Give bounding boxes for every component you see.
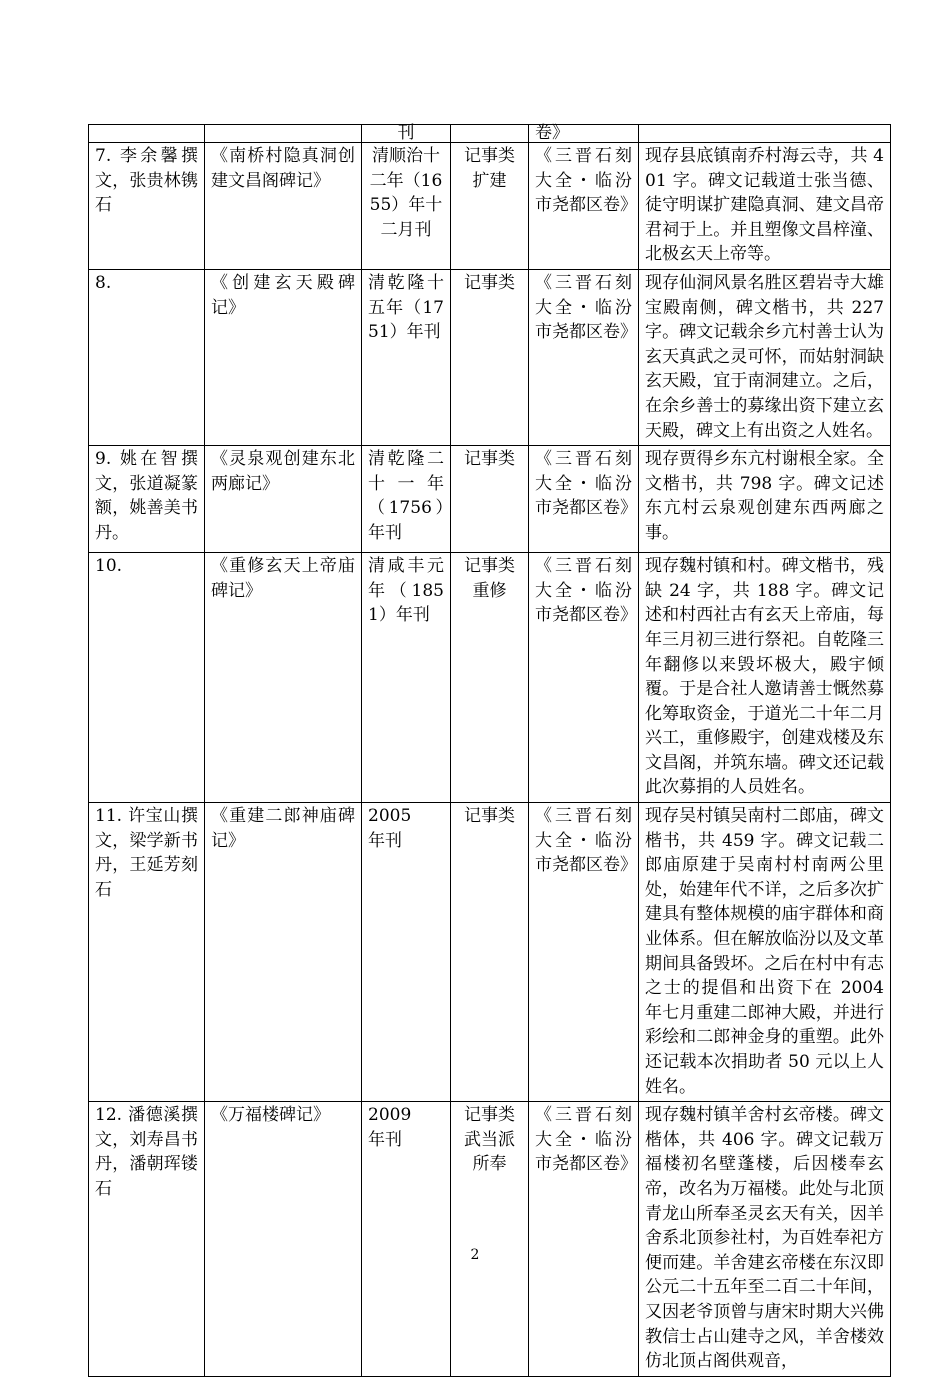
date-cell: 清乾隆十五年（1751）年刊 bbox=[362, 269, 451, 445]
description-cell: 现存仙洞风景名胜区碧岩寺大雄宝殿南侧，碑文楷书，共 227 字。碑文记载余乡亢村善士认为玄天真武之灵可怀，而姑射洞缺玄天殿，宜于南洞建立。之后，在余乡善士的募缘出资下建立玄天殿，碑文上有出资之人姓名。 bbox=[639, 269, 891, 445]
title-cell: 《灵泉观创建东北两廊记》 bbox=[205, 446, 362, 553]
source-cell: 《三晋石刻大全・临汾市尧都区卷》 bbox=[529, 1102, 639, 1377]
date-cell: 清咸丰元年（1851）年刊 bbox=[362, 553, 451, 803]
type-cell: 记事类扩建 bbox=[451, 143, 529, 270]
title-cell: 《创建玄天殿碑记》 bbox=[205, 269, 362, 445]
table-row bbox=[89, 143, 891, 270]
type-cell: 记事类 bbox=[451, 446, 529, 553]
table-row bbox=[89, 1102, 891, 1377]
title-cell: 《重建二郎神庙碑记》 bbox=[205, 803, 362, 1102]
table-row bbox=[89, 269, 891, 445]
title-cell bbox=[205, 125, 362, 143]
author-cell: 10. bbox=[89, 553, 205, 803]
type-cell bbox=[451, 125, 529, 143]
author-cell: 8. bbox=[89, 269, 205, 445]
author-cell: 11. 许宝山撰文，梁学新书丹，王延芳刻石 bbox=[89, 803, 205, 1102]
description-cell: 现存吴村镇吴南村二郎庙，碑文楷书，共 459 字。碑文记载二郎庙原建于吴南村村南两公里处，始建年代不详，之后多次扩建具有整体规模的庙宇群体和商业体系。但在解放临汾以及文革期间具备毁坏。之后在村中有志之士的提倡和出资下在 2004 年七月重建二郎神大殿，并进行彩绘和二郎神金身的重塑。此外还记载本次捐助者 50 元以上人姓名。 bbox=[639, 803, 891, 1102]
source-cell: 《三晋石刻大全・临汾市尧都区卷》 bbox=[529, 446, 639, 553]
source-cell: 《三晋石刻大全・临汾市尧都区卷》 bbox=[529, 269, 639, 445]
author-cell: 7. 李余馨撰文，张贵林镌石 bbox=[89, 143, 205, 270]
date-cell: 清顺治十二年（1655）年十二月刊 bbox=[362, 143, 451, 270]
table-row bbox=[89, 553, 891, 803]
title-cell: 《重修玄天上帝庙碑记》 bbox=[205, 553, 362, 803]
type-cell: 记事类 bbox=[451, 269, 529, 445]
source-cell: 《三晋石刻大全・临汾市尧都区卷》 bbox=[529, 803, 639, 1102]
description-cell: 现存县底镇南乔村海云寺，共 401 字。碑文记载道士张当德、徒守明谋扩建隐真洞、建文昌帝君祠于上。并且塑像文昌梓潼、北极玄天上帝等。 bbox=[639, 143, 891, 270]
type-cell: 记事类武当派所奉 bbox=[451, 1102, 529, 1377]
date-cell: 清乾隆二十一年（1756）年刊 bbox=[362, 446, 451, 553]
source-cell: 《三晋石刻大全・临汾市尧都区卷》 bbox=[529, 143, 639, 270]
author-cell: 12. 潘德溪撰文，刘寿昌书丹，潘朝珲镂石 bbox=[89, 1102, 205, 1377]
type-cell: 记事类重修 bbox=[451, 553, 529, 803]
table-row bbox=[89, 803, 891, 1102]
date-cell: 2005 年刊 bbox=[362, 803, 451, 1102]
page-number: 2 bbox=[470, 1247, 480, 1263]
description-cell bbox=[639, 125, 891, 143]
description-cell: 现存魏村镇羊舍村玄帝楼。碑文楷体，共 406 字。碑文记载万福楼初名壁蓬楼，后因楼奉玄帝，改名为万福楼。此处与北顶青龙山所奉圣灵玄天有关，因羊舍系北顶参社村，为百姓奉祀方便而建。羊舍建玄帝楼在东汉即公元二十五年至二百二十年间，又因老爷顶曾与唐宋时期大兴佛教信士占山建寺之风，羊舍楼效仿北顶占阁供观音， bbox=[639, 1102, 891, 1377]
date-cell: 2009 年刊 bbox=[362, 1102, 451, 1377]
source-cell: 《三晋石刻大全・临汾市尧都区卷》 bbox=[529, 553, 639, 803]
title-cell: 《南桥村隐真洞创建文昌阁碑记》 bbox=[205, 143, 362, 270]
type-cell: 记事类 bbox=[451, 803, 529, 1102]
date-cell: 刊 bbox=[362, 125, 451, 143]
description-cell: 现存贾得乡东亢村谢根全家。全文楷书，共 798 字。碑文记述东亢村云泉观创建东西两廊之事。 bbox=[639, 446, 891, 553]
table-row bbox=[89, 446, 891, 553]
continued-row bbox=[89, 125, 891, 143]
author-cell: 9. 姚在智撰文，张道凝篆额，姚善美书丹。 bbox=[89, 446, 205, 553]
author-cell bbox=[89, 125, 205, 143]
source-cell: 卷》 bbox=[529, 125, 639, 143]
title-cell: 《万福楼碑记》 bbox=[205, 1102, 362, 1377]
stele-table bbox=[88, 124, 891, 1377]
description-cell: 现存魏村镇和村。碑文楷书，残缺 24 字，共 188 字。碑文记述和村西社古有玄天上帝庙，每年三月初三进行祭祀。自乾隆三年翻修以来毁坏极大，殿宇倾覆。于是合社人邀请善士慨然募化筹取资金，于道光二十年二月兴工，重修殿宇，创建戏楼及东文昌阁，并筑东墙。碑文还记载此次募捐的人员姓名。 bbox=[639, 553, 891, 803]
